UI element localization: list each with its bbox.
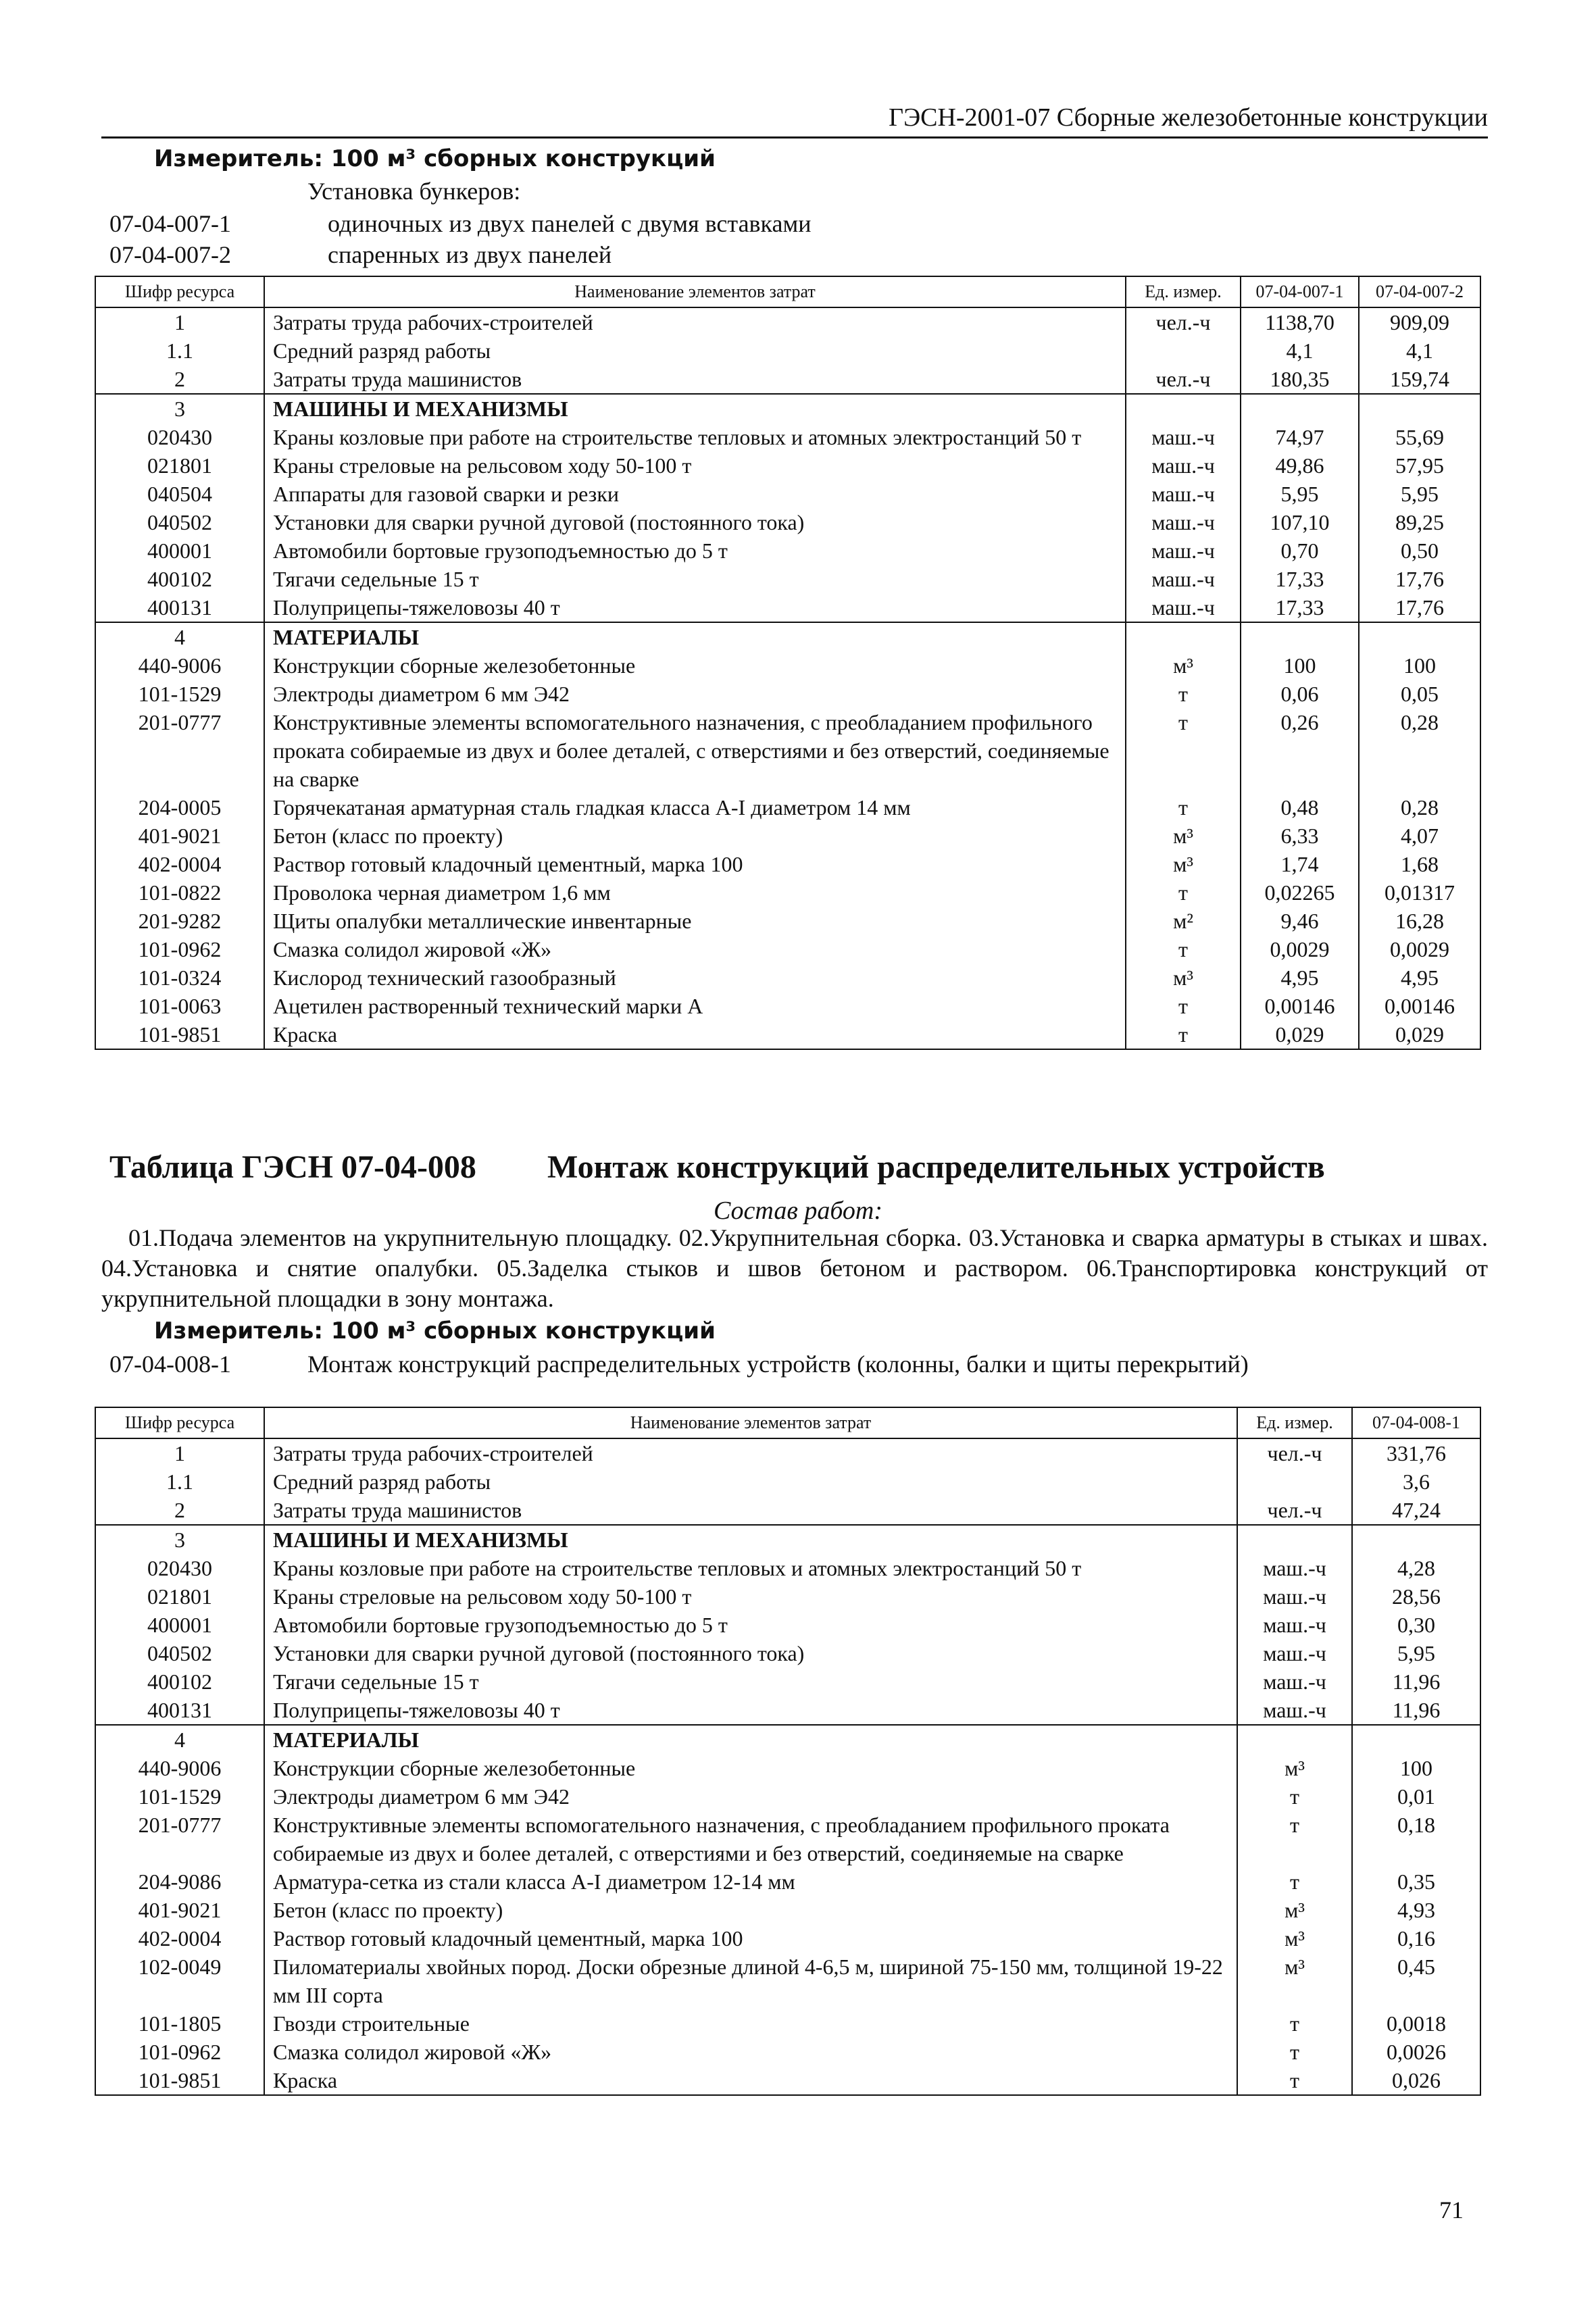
value-008-1-cell: 0,01	[1352, 1782, 1480, 1811]
unit-cell: т	[1237, 1867, 1352, 1896]
cost-element-cell: Краны козловые при работе на строительстве тепловых и атомных электростанций 50 т	[264, 423, 1126, 451]
cost-element-cell: Пиломатериалы хвойных пород. Доски обрезные длиной 4-6,5 м, шириной 75-150 мм, толщиной 19-22 мм III сорта	[264, 1953, 1237, 2009]
value-007-2-cell: 0,05	[1359, 680, 1480, 708]
value-007-1-cell: 100	[1241, 651, 1359, 680]
resource-code-cell: 204-0005	[95, 793, 264, 822]
cost-element-cell: Смазка солидол жировой «Ж»	[264, 935, 1126, 963]
value-007-2-cell: 4,07	[1359, 822, 1480, 850]
cost-element-cell: Краны козловые при работе на строительстве тепловых и атомных электростанций 50 т	[264, 1554, 1237, 1582]
table-row	[95, 536, 1480, 565]
column-header: Шифр ресурса	[95, 276, 264, 307]
value-007-1-cell	[1241, 622, 1359, 651]
cost-element-cell: Смазка солидол жировой «Ж»	[264, 2038, 1237, 2066]
value-008-1-cell: 28,56	[1352, 1582, 1480, 1611]
unit-cell: маш.-ч	[1126, 423, 1241, 451]
resource-code-cell: 400001	[95, 1611, 264, 1639]
table-row	[95, 2009, 1480, 2038]
column-header: Ед. измер.	[1126, 276, 1241, 307]
table-row	[95, 1438, 1480, 1467]
value-008-1-cell: 5,95	[1352, 1639, 1480, 1667]
value-008-1-cell: 0,30	[1352, 1611, 1480, 1639]
value-008-1-cell: 0,35	[1352, 1867, 1480, 1896]
unit-cell: чел.-ч	[1126, 365, 1241, 394]
value-008-1-cell	[1352, 1725, 1480, 1754]
table-row	[95, 708, 1480, 793]
value-007-2-cell: 0,28	[1359, 708, 1480, 793]
value-008-1-cell: 0,0026	[1352, 2038, 1480, 2066]
cost-element-cell: Конструктивные элементы вспомогательного назначения, с преобладанием профильного проката собираемые из двух и более деталей, с отверстиями и без отверстий, соединяемые на сварке	[264, 708, 1126, 793]
value-007-1-cell: 0,029	[1241, 1020, 1359, 1049]
cost-element-cell: Средний разряд работы	[264, 1467, 1237, 1496]
cost-element-cell: Электроды диаметром 6 мм Э42	[264, 680, 1126, 708]
unit-cell: чел.-ч	[1237, 1438, 1352, 1467]
cost-element-cell: Арматура-сетка из стали класса А-I диаметром 12-14 мм	[264, 1867, 1237, 1896]
value-007-1-cell: 180,35	[1241, 365, 1359, 394]
table-row	[95, 651, 1480, 680]
cost-element-cell: МАШИНЫ И МЕХАНИЗМЫ	[264, 394, 1126, 423]
table-row	[95, 1467, 1480, 1496]
unit-cell: м³	[1237, 1896, 1352, 1924]
cost-element-cell: Автомобили бортовые грузоподъемностью до 5 т	[264, 536, 1126, 565]
cost-element-cell: Кислород технический газообразный	[264, 963, 1126, 992]
value-007-2-cell: 0,00146	[1359, 992, 1480, 1020]
resource-code-cell: 2	[95, 1496, 264, 1525]
table-row	[95, 1696, 1480, 1725]
table1-code-2: 07-04-007-2	[109, 241, 231, 268]
resource-code-cell: 101-0063	[95, 992, 264, 1020]
value-008-1-cell: 11,96	[1352, 1667, 1480, 1696]
value-008-1-cell: 47,24	[1352, 1496, 1480, 1525]
table-row	[95, 1020, 1480, 1049]
cost-element-cell: Автомобили бортовые грузоподъемностью до 5 т	[264, 1611, 1237, 1639]
resource-code-cell: 201-9282	[95, 907, 264, 935]
works-text: 01.Подача элементов на укрупнительную площадку. 02.Укрупнительная сборка. 03.Установка и сварка арматуры в стыках и швах. 04.Установка и снятие опалубки. 05.Заделка стыков и швов бетоном и раствором. 06.Транспортировка конструкций от укрупнительной площадки в зону монтажа.	[101, 1224, 1488, 1312]
table-row	[95, 1811, 1480, 1867]
table-row	[95, 1754, 1480, 1782]
resource-code-cell: 401-9021	[95, 1896, 264, 1924]
table-row	[95, 1953, 1480, 2009]
unit-cell: т	[1126, 680, 1241, 708]
value-007-2-cell: 16,28	[1359, 907, 1480, 935]
cost-element-cell: Полуприцепы-тяжеловозы 40 т	[264, 1696, 1237, 1725]
resource-code-cell: 020430	[95, 423, 264, 451]
unit-cell: м³	[1237, 1754, 1352, 1782]
table-row	[95, 1525, 1480, 1554]
table-row	[95, 565, 1480, 593]
table1-title-line: Установка бункеров:	[307, 178, 521, 205]
value-007-2-cell: 909,09	[1359, 307, 1480, 336]
cost-element-cell: Затраты труда машинистов	[264, 365, 1126, 394]
page-number: 71	[1439, 2196, 1464, 2223]
table-row	[95, 793, 1480, 822]
table-row	[95, 593, 1480, 622]
cost-element-cell: МАТЕРИАЛЫ	[264, 1725, 1237, 1754]
resource-code-cell: 400131	[95, 1696, 264, 1725]
unit-cell: маш.-ч	[1237, 1667, 1352, 1696]
resource-code-cell: 402-0004	[95, 1924, 264, 1953]
cost-element-cell: Краска	[264, 2066, 1237, 2095]
table2	[95, 1407, 1481, 2096]
resource-code-cell: 3	[95, 394, 264, 423]
value-007-2-cell: 4,95	[1359, 963, 1480, 992]
table-row	[95, 963, 1480, 992]
table1-code-1-label: одиночных из двух панелей с двумя вставками	[328, 210, 812, 237]
value-007-1-cell	[1241, 394, 1359, 423]
table-row	[95, 850, 1480, 878]
value-008-1-cell: 100	[1352, 1754, 1480, 1782]
cost-element-cell: МАШИНЫ И МЕХАНИЗМЫ	[264, 1525, 1237, 1554]
column-header: Наименование элементов затрат	[264, 276, 1126, 307]
value-007-1-cell: 1,74	[1241, 850, 1359, 878]
table2-code-label: Монтаж конструкций распределительных устройств (колонны, балки и щиты перекрытий)	[307, 1351, 1249, 1378]
cost-element-cell: Затраты труда рабочих-строителей	[264, 1438, 1237, 1467]
cost-element-cell: Затраты труда рабочих-строителей	[264, 307, 1126, 336]
table1	[95, 276, 1481, 1050]
unit-cell: маш.-ч	[1126, 451, 1241, 480]
table2-header-row	[95, 1407, 1480, 1438]
value-007-2-cell	[1359, 394, 1480, 423]
table-row	[95, 1582, 1480, 1611]
unit-cell	[1237, 1725, 1352, 1754]
value-007-2-cell: 5,95	[1359, 480, 1480, 508]
unit-cell: чел.-ч	[1126, 307, 1241, 336]
unit-cell: т	[1126, 793, 1241, 822]
value-007-2-cell: 0,50	[1359, 536, 1480, 565]
resource-code-cell: 440-9006	[95, 1754, 264, 1782]
unit-cell	[1126, 622, 1241, 651]
unit-cell: маш.-ч	[1237, 1582, 1352, 1611]
value-007-1-cell: 107,10	[1241, 508, 1359, 536]
cost-element-cell: Конструкции сборные железобетонные	[264, 1754, 1237, 1782]
value-008-1-cell: 0,45	[1352, 1953, 1480, 2009]
table-row	[95, 480, 1480, 508]
unit-cell	[1237, 1467, 1352, 1496]
unit-cell: т	[1237, 1782, 1352, 1811]
value-007-1-cell: 0,26	[1241, 708, 1359, 793]
unit-cell: т	[1237, 1811, 1352, 1867]
resource-code-cell: 401-9021	[95, 822, 264, 850]
cost-element-cell: Краны стреловые на рельсовом ходу 50-100 т	[264, 451, 1126, 480]
value-007-2-cell: 0,0029	[1359, 935, 1480, 963]
value-008-1-cell: 4,93	[1352, 1896, 1480, 1924]
column-header: Ед. измер.	[1237, 1407, 1352, 1438]
table2-name: Монтаж конструкций распределительных устройств	[547, 1149, 1325, 1185]
table-row	[95, 878, 1480, 907]
value-008-1-cell: 0,0018	[1352, 2009, 1480, 2038]
value-007-1-cell: 0,02265	[1241, 878, 1359, 907]
value-007-2-cell: 0,28	[1359, 793, 1480, 822]
cost-element-cell: Полуприцепы-тяжеловозы 40 т	[264, 593, 1126, 622]
cost-element-cell: Средний разряд работы	[264, 336, 1126, 365]
value-007-1-cell: 6,33	[1241, 822, 1359, 850]
cost-element-cell: Ацетилен растворенный технический марки А	[264, 992, 1126, 1020]
unit-cell	[1237, 1525, 1352, 1554]
resource-code-cell: 1	[95, 307, 264, 336]
resource-code-cell: 101-1805	[95, 2009, 264, 2038]
resource-code-cell: 400001	[95, 536, 264, 565]
value-007-2-cell: 17,76	[1359, 565, 1480, 593]
cost-element-cell: Тягачи седельные 15 т	[264, 565, 1126, 593]
table-row	[95, 992, 1480, 1020]
unit-cell: м³	[1126, 850, 1241, 878]
value-007-1-cell: 1138,70	[1241, 307, 1359, 336]
unit-cell: м³	[1237, 1924, 1352, 1953]
running-header: ГЭСН-2001-07 Сборные железобетонные конструкции	[101, 103, 1488, 139]
cost-element-cell: Затраты труда машинистов	[264, 1496, 1237, 1525]
table-row	[95, 365, 1480, 394]
column-header: Наименование элементов затрат	[264, 1407, 1237, 1438]
resource-code-cell: 101-9851	[95, 1020, 264, 1049]
unit-cell: т	[1237, 2038, 1352, 2066]
cost-element-cell: Установки для сварки ручной дуговой (постоянного тока)	[264, 508, 1126, 536]
unit-cell: м³	[1126, 963, 1241, 992]
value-007-2-cell: 0,029	[1359, 1020, 1480, 1049]
unit-cell: т	[1126, 935, 1241, 963]
value-008-1-cell: 0,16	[1352, 1924, 1480, 1953]
resource-code-cell: 201-0777	[95, 708, 264, 793]
value-008-1-cell: 3,6	[1352, 1467, 1480, 1496]
unit-cell: маш.-ч	[1237, 1639, 1352, 1667]
table2-title: Таблица ГЭСН 07-04-008	[109, 1149, 476, 1185]
resource-code-cell: 040502	[95, 508, 264, 536]
column-header: 07-04-007-2	[1359, 276, 1480, 307]
resource-code-cell: 2	[95, 365, 264, 394]
cost-element-cell: Бетон (класс по проекту)	[264, 822, 1126, 850]
value-007-2-cell: 159,74	[1359, 365, 1480, 394]
unit-cell	[1126, 394, 1241, 423]
value-007-2-cell: 1,68	[1359, 850, 1480, 878]
value-007-1-cell: 74,97	[1241, 423, 1359, 451]
unit-cell: маш.-ч	[1237, 1554, 1352, 1582]
unit-cell	[1126, 336, 1241, 365]
cost-element-cell: Тягачи седельные 15 т	[264, 1667, 1237, 1696]
value-007-2-cell: 55,69	[1359, 423, 1480, 451]
value-007-1-cell: 49,86	[1241, 451, 1359, 480]
table-row	[95, 822, 1480, 850]
unit-cell: м³	[1126, 822, 1241, 850]
value-008-1-cell: 0,18	[1352, 1811, 1480, 1867]
table-row	[95, 394, 1480, 423]
table-row	[95, 1867, 1480, 1896]
resource-code-cell: 4	[95, 1725, 264, 1754]
table-row	[95, 1896, 1480, 1924]
resource-code-cell: 101-0962	[95, 935, 264, 963]
unit-cell: чел.-ч	[1237, 1496, 1352, 1525]
resource-code-cell: 101-1529	[95, 1782, 264, 1811]
resource-code-cell: 3	[95, 1525, 264, 1554]
column-header: 07-04-008-1	[1352, 1407, 1480, 1438]
unit-cell: т	[1126, 992, 1241, 1020]
table-row	[95, 307, 1480, 336]
cost-element-cell: Проволока черная диаметром 1,6 мм	[264, 878, 1126, 907]
unit-cell: маш.-ч	[1126, 508, 1241, 536]
table2-code: 07-04-008-1	[109, 1351, 231, 1378]
column-header: 07-04-007-1	[1241, 276, 1359, 307]
resource-code-cell: 020430	[95, 1554, 264, 1582]
value-007-1-cell: 0,0029	[1241, 935, 1359, 963]
table-row	[95, 1496, 1480, 1525]
resource-code-cell: 102-0049	[95, 1953, 264, 2009]
value-008-1-cell	[1352, 1525, 1480, 1554]
value-007-2-cell: 57,95	[1359, 451, 1480, 480]
value-008-1-cell: 0,026	[1352, 2066, 1480, 2095]
table-row	[95, 2038, 1480, 2066]
resource-code-cell: 101-0324	[95, 963, 264, 992]
table-row	[95, 1639, 1480, 1667]
table2-measure: Измеритель: 100 м³ сборных конструкций	[154, 1317, 716, 1344]
table-row	[95, 1611, 1480, 1639]
table1-measure: Измеритель: 100 м³ сборных конструкций	[154, 145, 716, 172]
resource-code-cell: 101-0822	[95, 878, 264, 907]
table-row	[95, 508, 1480, 536]
table-row	[95, 451, 1480, 480]
resource-code-cell: 440-9006	[95, 651, 264, 680]
table-row	[95, 622, 1480, 651]
cost-element-cell: Конструкции сборные железобетонные	[264, 651, 1126, 680]
unit-cell: м³	[1237, 1953, 1352, 2009]
unit-cell: м³	[1126, 651, 1241, 680]
value-007-1-cell: 17,33	[1241, 593, 1359, 622]
cost-element-cell: Краска	[264, 1020, 1126, 1049]
value-007-1-cell: 0,48	[1241, 793, 1359, 822]
resource-code-cell: 400102	[95, 1667, 264, 1696]
unit-cell: маш.-ч	[1126, 565, 1241, 593]
table1-code-2-label: спаренных из двух панелей	[328, 241, 612, 268]
resource-code-cell: 400131	[95, 593, 264, 622]
table-row	[95, 1667, 1480, 1696]
cost-element-cell: Раствор готовый кладочный цементный, марка 100	[264, 850, 1126, 878]
unit-cell: маш.-ч	[1126, 593, 1241, 622]
cost-element-cell: Конструктивные элементы вспомогательного назначения, с преобладанием профильного проката собираемые из двух и более деталей, с отверстиями и без отверстий, соединяемые на сварке	[264, 1811, 1237, 1867]
table-row	[95, 935, 1480, 963]
value-008-1-cell: 11,96	[1352, 1696, 1480, 1725]
unit-cell: т	[1126, 878, 1241, 907]
value-007-2-cell	[1359, 622, 1480, 651]
resource-code-cell: 4	[95, 622, 264, 651]
value-007-1-cell: 4,95	[1241, 963, 1359, 992]
table-row	[95, 336, 1480, 365]
value-008-1-cell: 331,76	[1352, 1438, 1480, 1467]
table-row	[95, 423, 1480, 451]
table1-code-1: 07-04-007-1	[109, 210, 231, 237]
value-007-2-cell: 4,1	[1359, 336, 1480, 365]
value-007-1-cell: 5,95	[1241, 480, 1359, 508]
resource-code-cell: 040502	[95, 1639, 264, 1667]
value-007-2-cell: 17,76	[1359, 593, 1480, 622]
resource-code-cell: 201-0777	[95, 1811, 264, 1867]
cost-element-cell: Электроды диаметром 6 мм Э42	[264, 1782, 1237, 1811]
resource-code-cell: 1	[95, 1438, 264, 1467]
table-row	[95, 907, 1480, 935]
resource-code-cell: 1.1	[95, 336, 264, 365]
unit-cell: т	[1126, 1020, 1241, 1049]
value-007-1-cell: 17,33	[1241, 565, 1359, 593]
table-row	[95, 680, 1480, 708]
value-007-2-cell: 100	[1359, 651, 1480, 680]
cost-element-cell: Раствор готовый кладочный цементный, марка 100	[264, 1924, 1237, 1953]
unit-cell: т	[1237, 2009, 1352, 2038]
resource-code-cell: 101-1529	[95, 680, 264, 708]
column-header: Шифр ресурса	[95, 1407, 264, 1438]
value-007-1-cell: 4,1	[1241, 336, 1359, 365]
cost-element-cell: МАТЕРИАЛЫ	[264, 622, 1126, 651]
unit-cell: маш.-ч	[1126, 536, 1241, 565]
resource-code-cell: 040504	[95, 480, 264, 508]
table-row	[95, 1725, 1480, 1754]
resource-code-cell: 021801	[95, 1582, 264, 1611]
cost-element-cell: Горячекатаная арматурная сталь гладкая класса А-I диаметром 14 мм	[264, 793, 1126, 822]
value-007-1-cell: 0,06	[1241, 680, 1359, 708]
unit-cell: маш.-ч	[1126, 480, 1241, 508]
table-row	[95, 1924, 1480, 1953]
cost-element-cell: Щиты опалубки металлические инвентарные	[264, 907, 1126, 935]
works-heading: Состав работ:	[713, 1197, 883, 1225]
value-007-1-cell: 0,00146	[1241, 992, 1359, 1020]
resource-code-cell: 400102	[95, 565, 264, 593]
resource-code-cell: 1.1	[95, 1467, 264, 1496]
value-007-2-cell: 89,25	[1359, 508, 1480, 536]
resource-code-cell: 021801	[95, 451, 264, 480]
cost-element-cell: Установки для сварки ручной дуговой (постоянного тока)	[264, 1639, 1237, 1667]
unit-cell: маш.-ч	[1237, 1611, 1352, 1639]
resource-code-cell: 402-0004	[95, 850, 264, 878]
table-row	[95, 1782, 1480, 1811]
value-008-1-cell: 4,28	[1352, 1554, 1480, 1582]
cost-element-cell: Гвозди строительные	[264, 2009, 1237, 2038]
value-007-1-cell: 0,70	[1241, 536, 1359, 565]
table-row	[95, 2066, 1480, 2095]
table1-header-row	[95, 276, 1480, 307]
resource-code-cell: 204-9086	[95, 1867, 264, 1896]
unit-cell: т	[1237, 2066, 1352, 2095]
unit-cell: т	[1126, 708, 1241, 793]
unit-cell: м²	[1126, 907, 1241, 935]
unit-cell: маш.-ч	[1237, 1696, 1352, 1725]
value-007-1-cell: 9,46	[1241, 907, 1359, 935]
cost-element-cell: Бетон (класс по проекту)	[264, 1896, 1237, 1924]
cost-element-cell: Краны стреловые на рельсовом ходу 50-100 т	[264, 1582, 1237, 1611]
resource-code-cell: 101-0962	[95, 2038, 264, 2066]
table-row	[95, 1554, 1480, 1582]
resource-code-cell: 101-9851	[95, 2066, 264, 2095]
value-007-2-cell: 0,01317	[1359, 878, 1480, 907]
cost-element-cell: Аппараты для газовой сварки и резки	[264, 480, 1126, 508]
